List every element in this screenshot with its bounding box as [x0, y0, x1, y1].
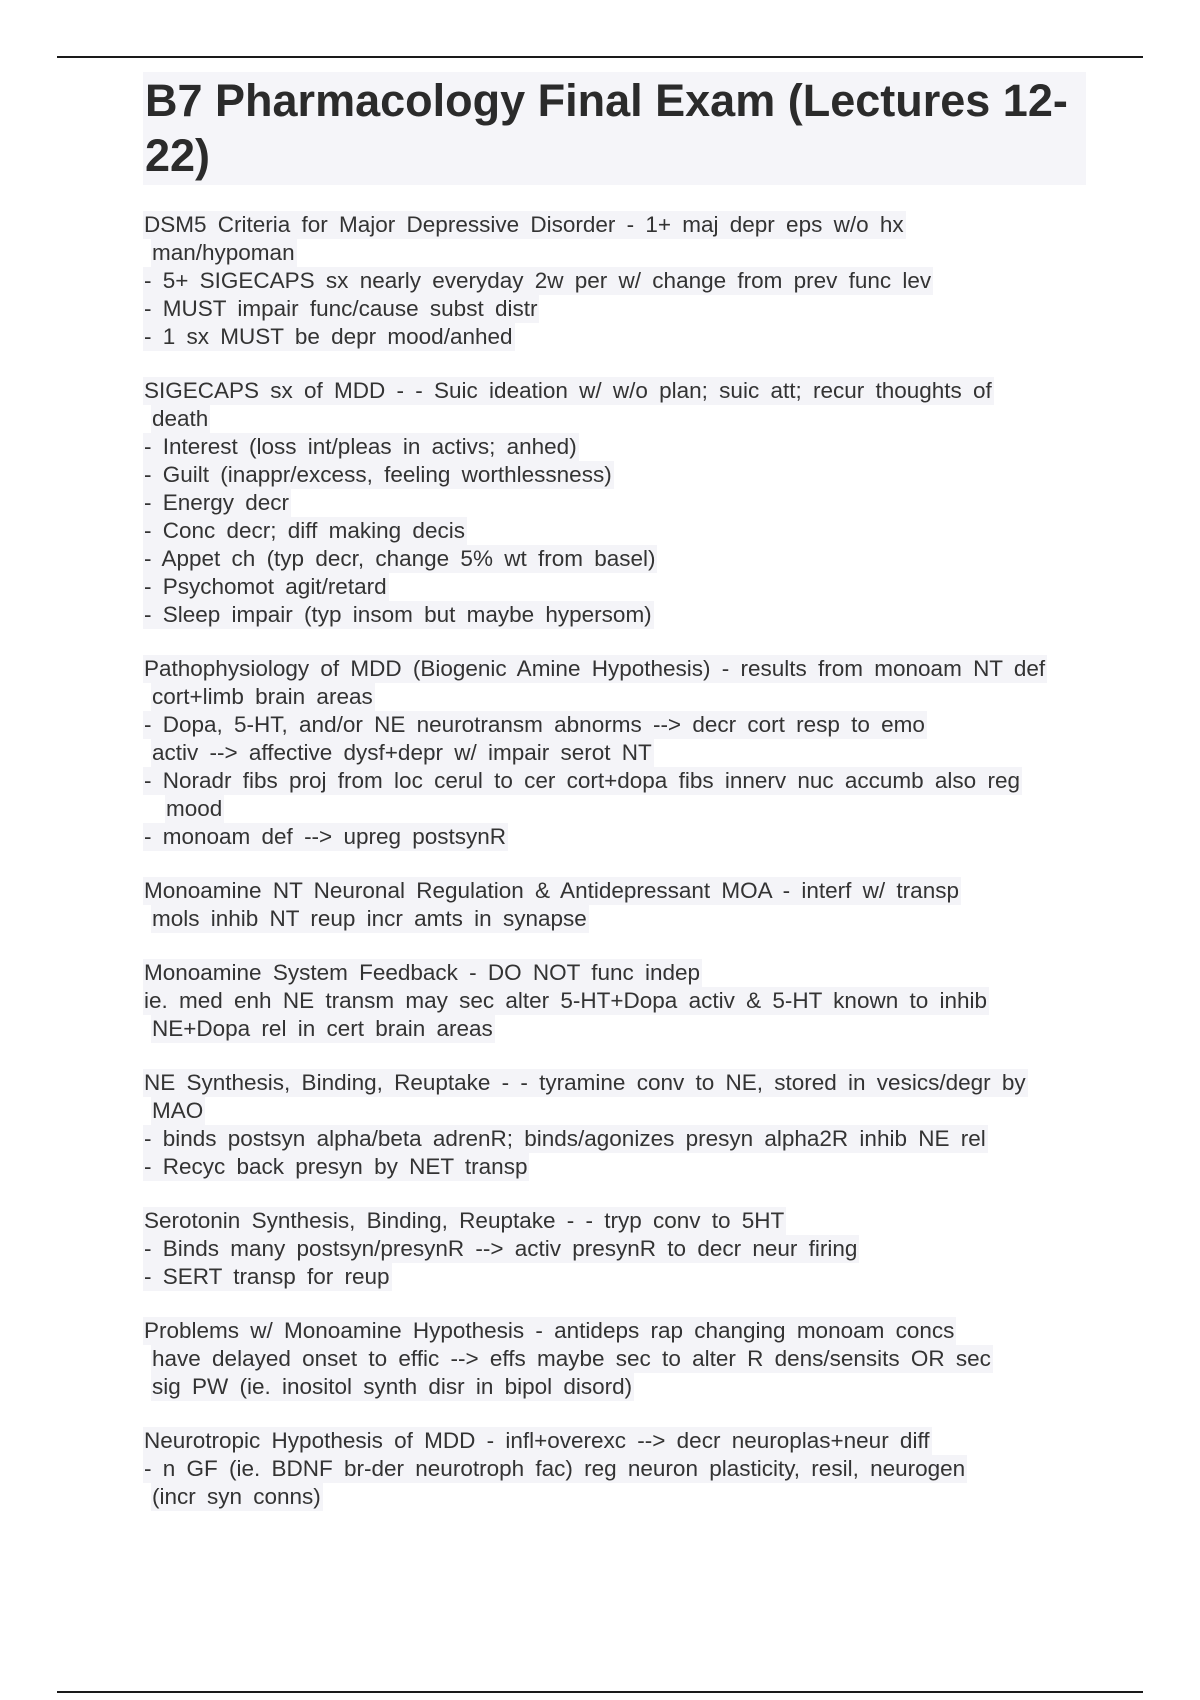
top-rule: [57, 56, 1143, 58]
card-line: mols inhib NT reup incr amts in synapse: [152, 906, 587, 931]
card-line: - Dopa, 5-HT, and/or NE neurotransm abnorms --> decr cort resp to emo: [144, 712, 925, 737]
card-line: Monoamine System Feedback - DO NOT func indep: [144, 960, 701, 985]
document-title: B7 Pharmacology Final Exam (Lectures 12-22): [143, 72, 1086, 185]
card-line: - Interest (loss int/pleas in activs; anhed): [144, 434, 577, 459]
flashcard-mdd-criteria: [143, 211, 1123, 351]
card-line: activ --> affective dysf+depr w/ impair serot NT: [152, 740, 652, 765]
card-line: - SERT transp for reup: [144, 1264, 390, 1289]
flashcard-sigecaps: [143, 377, 1123, 629]
card-line: - 1 sx MUST be depr mood/anhed: [144, 324, 513, 349]
card-line: NE+Dopa rel in cert brain areas: [152, 1016, 493, 1041]
card-line: - Conc decr; diff making decis: [144, 518, 465, 543]
card-line: NE Synthesis, Binding, Reuptake - - tyramine conv to NE, stored in vesics/degr by: [144, 1070, 1026, 1095]
card-line: man/hypoman: [152, 240, 295, 265]
flashcard-pathophysiology: [143, 655, 1123, 851]
card-line: sig PW (ie. inositol synth disr in bipol disord): [152, 1374, 633, 1399]
card-line: Serotonin Synthesis, Binding, Reuptake - - tryp conv to 5HT: [144, 1208, 785, 1233]
card-line: - Guilt (inappr/excess, feeling worthlessness): [144, 462, 612, 487]
flashcard-system-feedback: [143, 959, 1123, 1043]
card-line: - Binds many postsyn/presynR --> activ presynR to decr neur firing: [144, 1236, 858, 1261]
card-line: SIGECAPS sx of MDD - - Suic ideation w/ w/o plan; suic att; recur thoughts of: [144, 378, 992, 403]
card-line: Neurotropic Hypothesis of MDD - infl+overexc --> decr neuroplas+neur diff: [144, 1428, 930, 1453]
card-line: - n GF (ie. BDNF br-der neurotroph fac) reg neuron plasticity, resil, neurogen: [144, 1456, 966, 1481]
card-line: - Energy decr: [144, 490, 290, 515]
document-body: [143, 72, 1123, 1537]
card-line: mood: [166, 796, 223, 821]
card-line: - 5+ SIGECAPS sx nearly everyday 2w per w/ change from prev func lev: [144, 268, 932, 293]
bottom-rule: [57, 1691, 1143, 1693]
card-line: Pathophysiology of MDD (Biogenic Amine Hypothesis) - results from monoam NT def: [144, 656, 1046, 681]
flashcard-monoamine-problems: [143, 1317, 1123, 1401]
card-line: - Appet ch (typ decr, change 5% wt from basel): [144, 546, 656, 571]
card-line: DSM5 Criteria for Major Depressive Disorder - 1+ maj depr eps w/o hx: [144, 212, 904, 237]
card-line: (incr syn conns): [152, 1484, 321, 1509]
flashcard-ne-synthesis: [143, 1069, 1123, 1181]
card-line: ie. med enh NE transm may sec alter 5-HT+Dopa activ & 5-HT known to inhib: [144, 988, 988, 1013]
card-line: Monoamine NT Neuronal Regulation & Antidepressant MOA - interf w/ transp: [144, 878, 959, 903]
card-line: - MUST impair func/cause subst distr: [144, 296, 538, 321]
card-line: - monoam def --> upreg postsynR: [144, 824, 507, 849]
flashcard-serotonin-synthesis: [143, 1207, 1123, 1291]
card-line: - binds postsyn alpha/beta adrenR; binds/agonizes presyn alpha2R inhib NE rel: [144, 1126, 986, 1151]
card-line: death: [152, 406, 209, 431]
card-line: - Noradr fibs proj from loc cerul to cer cort+dopa fibs innerv nuc accumb also reg: [144, 768, 1020, 793]
card-line: - Recyc back presyn by NET transp: [144, 1154, 528, 1179]
card-line: cort+limb brain areas: [152, 684, 373, 709]
card-line: have delayed onset to effic --> effs maybe sec to alter R dens/sensits OR sec: [152, 1346, 991, 1371]
flashcard-neuronal-regulation: [143, 877, 1123, 933]
card-line: - Sleep impair (typ insom but maybe hypersom): [144, 602, 652, 627]
flashcard-neurotropic-hypothesis: [143, 1427, 1123, 1511]
card-line: - Psychomot agit/retard: [144, 574, 387, 599]
card-line: Problems w/ Monoamine Hypothesis - antideps rap changing monoam concs: [144, 1318, 955, 1343]
card-line: MAO: [152, 1098, 204, 1123]
